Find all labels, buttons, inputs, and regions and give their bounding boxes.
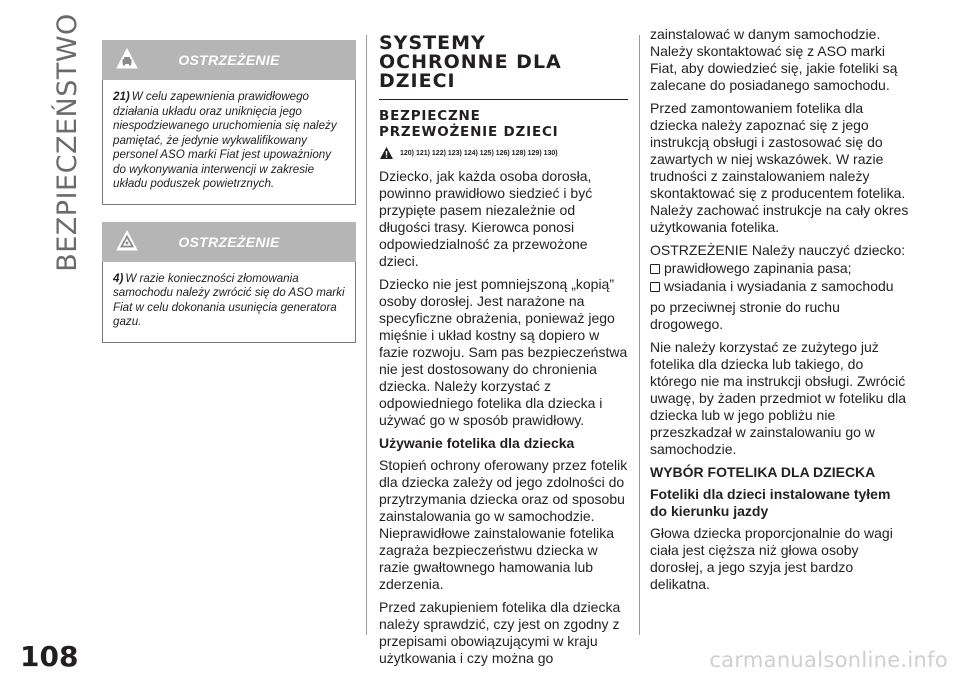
warning-box bbox=[102, 40, 356, 205]
section-heading: SYSTEMY OCHRONNE DLA DZIECI bbox=[379, 32, 562, 92]
subsection-heading: BEZPIECZNE PRZEWOŻENIE DZIECI bbox=[379, 108, 559, 140]
paragraph: zainstalować w danym samochodzie. Należy skontaktować się z ASO marki Fiat, aby dowiedzieć się, jakie foteliki są zalecane do posiadanego samochodu. bbox=[650, 26, 898, 93]
list-item: wsiadania i wysiadania z samochodu bbox=[650, 278, 912, 295]
paragraph: Przed zakupieniem fotelika dla dziecka należy sprawdzić, czy jest on zgodny z przepisami obowiązującymi w kraju użytkowania i czy można go bbox=[379, 599, 621, 666]
paragraph: Nie należy korzystać ze zużytego już fotelika dla dziecka lub takiego, do którego nie ma instrukcji obsługi. Zwrócić uwagę, by żaden przedmiot w foteliku dla dziecka lub w jego pobliżu nie przeszkadzał w zainstalowaniu go w samochodzie. bbox=[650, 339, 907, 457]
side-section-title: BEZPIECZEŃSTWO bbox=[51, 12, 83, 272]
watermark: carmanualsonline.info bbox=[709, 648, 948, 672]
main-column bbox=[379, 34, 628, 673]
car-airbag-icon bbox=[116, 48, 138, 70]
warning-header: OSTRZEŻENIE bbox=[102, 222, 356, 262]
references-line: 120) 121) 122) 123) 124) 125) 126) 128) 129) 130) bbox=[379, 146, 628, 160]
warnings-column bbox=[102, 40, 356, 343]
list-item: prawidłowego zapinania pasa; bbox=[650, 260, 912, 277]
paragraph-heading: WYBÓR FOTELIKA DLA DZIECKA bbox=[650, 464, 876, 480]
warning-box bbox=[102, 222, 356, 343]
paragraph: Głowa dziecka proporcjonalnie do wagi ciała jest cięższa niż głowa osoby dorosłej, a jego szyja jest bardzo delikatna. bbox=[650, 525, 893, 592]
paragraph-subheading: Foteliki dla dzieci instalowane tyłem do kierunku jazdy bbox=[650, 486, 891, 519]
checkbox-bullet-icon bbox=[650, 282, 660, 292]
column-divider bbox=[639, 35, 640, 635]
heading-rule bbox=[379, 99, 628, 100]
paragraph: Stopień ochrony oferowany przez fotelik dla dziecka zależy od jego zdolności do przytrzymania dziecka oraz od sposobu zainstalowania go w samochodzie. Nieprawidłowe zainstalowanie fotelika zagraża bezpieczeństwu dziecka w razie gwałtownego hamowania lub zderzenia. bbox=[379, 457, 628, 592]
paragraph: OSTRZEŻENIE Należy nauczyć dziecko: bbox=[650, 242, 906, 258]
right-column bbox=[650, 26, 912, 599]
paragraph: Dziecko nie jest pomniejszoną „kopią” osoby dorosłej. Jest narażone na specyficzne obrażenia, ponieważ jego mięśnie i układ kostny są dopiero w fazie rozwoju. Sam pas bezpieczeństwa nie jest dostosowany do chronienia dziecka. Należy korzystać z odpowiedniego fotelika dla dziecka i używać go w sposób prawidłowy. bbox=[379, 276, 628, 428]
paragraph: Przed zamontowaniem fotelika dla dziecka należy zapoznać się z jego instrukcją obsługi i zastosować się do zawartych w niej wskazówek. W razie trudności z zainstalowaniem należy skontaktować się z producentem fotelika. Należy zachować instrukcje na cały okres użytkowania fotelika. bbox=[650, 100, 909, 235]
book-icon bbox=[379, 146, 394, 160]
paragraph: Dziecko, jak każda osoba dorosła, powinno prawidłowo siedzieć i być przypięte pasem niezależnie od długości trasy. Kierowca ponosi odpowiedzialność za przewożone dzieci. bbox=[379, 168, 593, 269]
warning-text: 4) W razie konieczności złomowania samochodu należy zwrócić się do ASO marki Fiat w celu dokonania usunięcia generatora gazu. bbox=[102, 262, 356, 343]
warning-text: 21) W celu zapewnienia prawidłowego działania układu oraz uniknięcia jego niespodziewanego uruchomienia się należy pamiętać, że jedynie wykwalifikowany personel ASO marki Fiat jest upoważniony do wykonywania interwencji w zakresie układu poduszek powietrznych. bbox=[102, 80, 356, 205]
checkbox-bullet-icon bbox=[650, 264, 660, 274]
page-number: 108 bbox=[20, 640, 79, 673]
column-divider bbox=[366, 35, 367, 635]
paragraph: po przeciwnej stronie do ruchu drogowego. bbox=[650, 299, 840, 332]
paragraph-subheading: Używanie fotelika dla dziecka bbox=[379, 435, 575, 451]
warning-header: OSTRZEŻENIE bbox=[102, 40, 356, 80]
recycle-triangle-icon bbox=[116, 230, 138, 252]
